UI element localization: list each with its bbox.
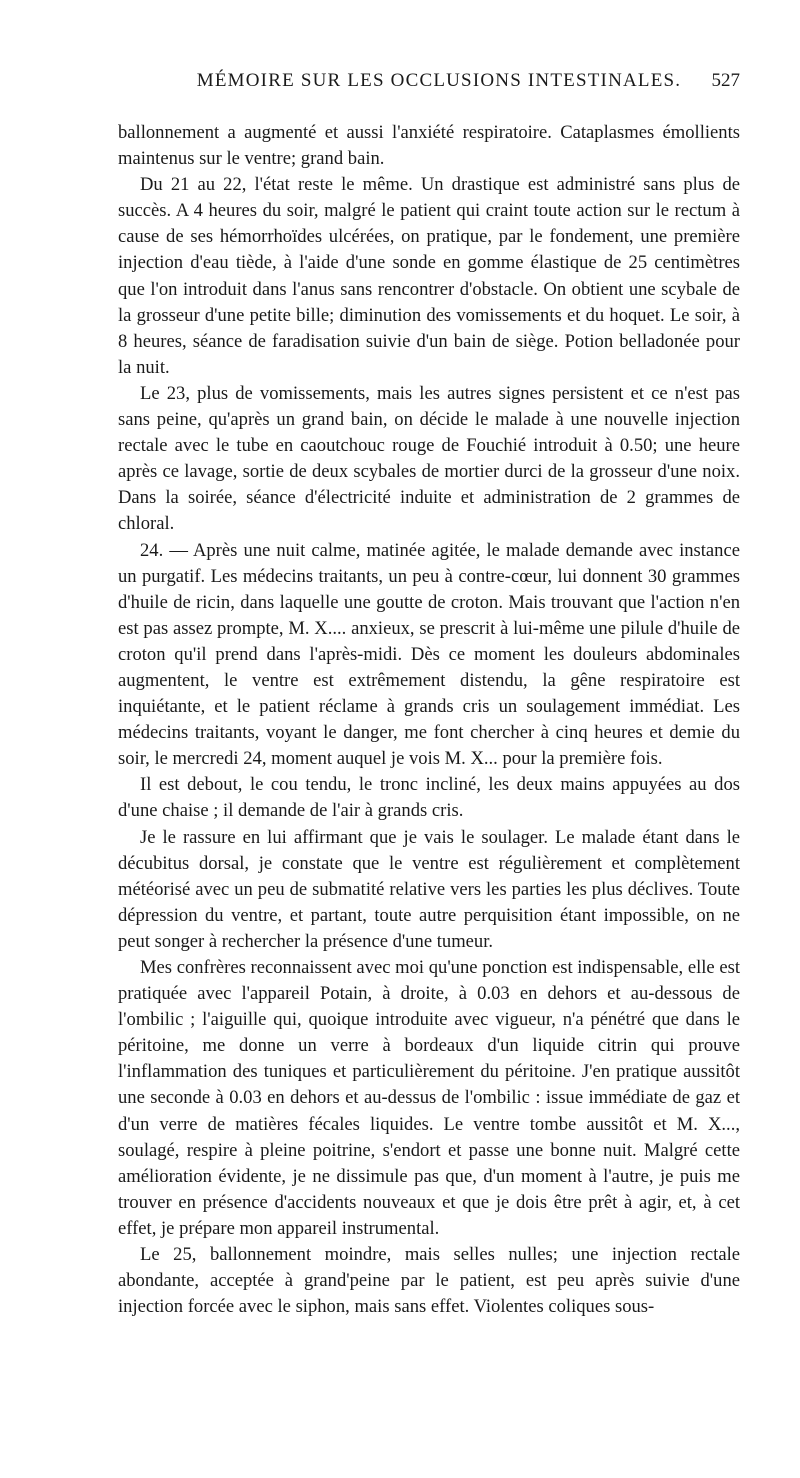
paragraph: 24. — Après une nuit calme, matinée agitée, le malade demande avec instance un purgatif. Les médecins traitants, un peu à contre-cœur, lui donnent 30 grammes d'huile de ricin, dans laquelle une goutte de croton. Mais trouvant que l'action n'en est pas assez prompte, M. X.... anxieux, se prescrit à lui-même une pilule d'huile de croton qu'il prend dans l'après-midi. Dès ce moment les douleurs abdominales augmentent, le ventre est extrêmement distendu, la gêne respiratoire est inquiétante, et le patient réclame à grands cris un soulagement immédiat. Les médecins traitants, voyant le danger, me font chercher à cinq heures et demie du soir, le mercredi 24, moment auquel je vois M. X... pour la première fois. (118, 539, 740, 770)
running-header (118, 70, 740, 100)
paragraph: Il est debout, le cou tendu, le tronc incliné, les deux mains appuyées au dos d'une chaise ; il demande de l'air à grands cris. (118, 774, 740, 822)
paragraph: Le 23, plus de vomissements, mais les autres signes persistent et ce n'est pas sans peine, qu'après un grand bain, on décide le malade à une nouvelle injection rectale avec le tube en caoutchouc rouge de Fouchié introduit à 0.50; une heure après ce lavage, sortie de deux scybales de mortier durci de la grosseur d'une noix. Dans la soirée, séance d'électricité induite et administration de 2 grammes de chloral. (118, 382, 740, 535)
paragraph: Mes confrères reconnaissent avec moi qu'une ponction est indispensable, elle est pratiquée avec l'appareil Potain, à droite, à 0.03 en dehors et au-dessous de l'ombilic ; l'aiguille qui, quoique introduite avec vigueur, n'a pénétré que dans le péritoine, me donne un verre à bordeaux d'un liquide citrin qui prouve l'inflammation des tuniques et particulièrement du péritoine. J'en pratique aussitôt une seconde à 0.03 en dehors et au-dessus de l'ombilic : issue immédiate de gaz et d'un verre de matières fécales liquides. Le ventre tombe aussitôt et M. X..., soulagé, respire à pleine poitrine, s'endort et passe une bonne nuit. Malgré cette amélioration évidente, je ne dissimule pas que, d'un moment à l'autre, je puis me trouver en présence d'accidents nouveaux et que je dois être prêt à agir, et, à cet effet, je prépare mon appareil instrumental. (118, 957, 740, 1239)
paragraph: Je le rassure en lui affirmant que je vais le soulager. Le malade étant dans le décubitus dorsal, je constate que le ventre est régulièrement et complètement météorisé avec un peu de submatité relative vers les parties les plus déclives. Toute dépression du ventre, et partant, toute autre perquisition étant impossible, on ne peut songer à rechercher la présence d'une tumeur. (118, 826, 740, 952)
page-number: 527 (711, 70, 740, 91)
paragraph: Le 25, ballonnement moindre, mais selles nulles; une injection rectale abondante, acceptée à grand'peine par le patient, est peu après suivie d'une injection forcée avec le siphon, mais sans effet. Violentes coliques sous- (118, 1244, 740, 1318)
paragraph: ballonnement a augmenté et aussi l'anxiété respiratoire. Cataplasmes émollients maintenus sur le ventre; grand bain. (118, 122, 740, 170)
body-text (118, 120, 740, 1320)
running-title: MÉMOIRE SUR LES OCCLUSIONS INTESTINALES. (196, 70, 682, 91)
paragraph: Du 21 au 22, l'état reste le même. Un drastique est administré sans plus de succès. A 4 heures du soir, malgré le patient qui craint toute action sur le rectum à cause de ses hémorrhoïdes ulcérées, on pratique, par le fondement, une première injection d'eau tiède, à l'aide d'une sonde en gomme élastique de 25 centimètres que l'on introduit dans l'anus sans rencontrer d'obstacle. On obtient une scybale de la grosseur d'une petite bille; diminution des vomissements et du hoquet. Le soir, à 8 heures, séance de faradisation suivie d'un bain de siège. Potion belladonée pour la nuit. (118, 174, 740, 378)
